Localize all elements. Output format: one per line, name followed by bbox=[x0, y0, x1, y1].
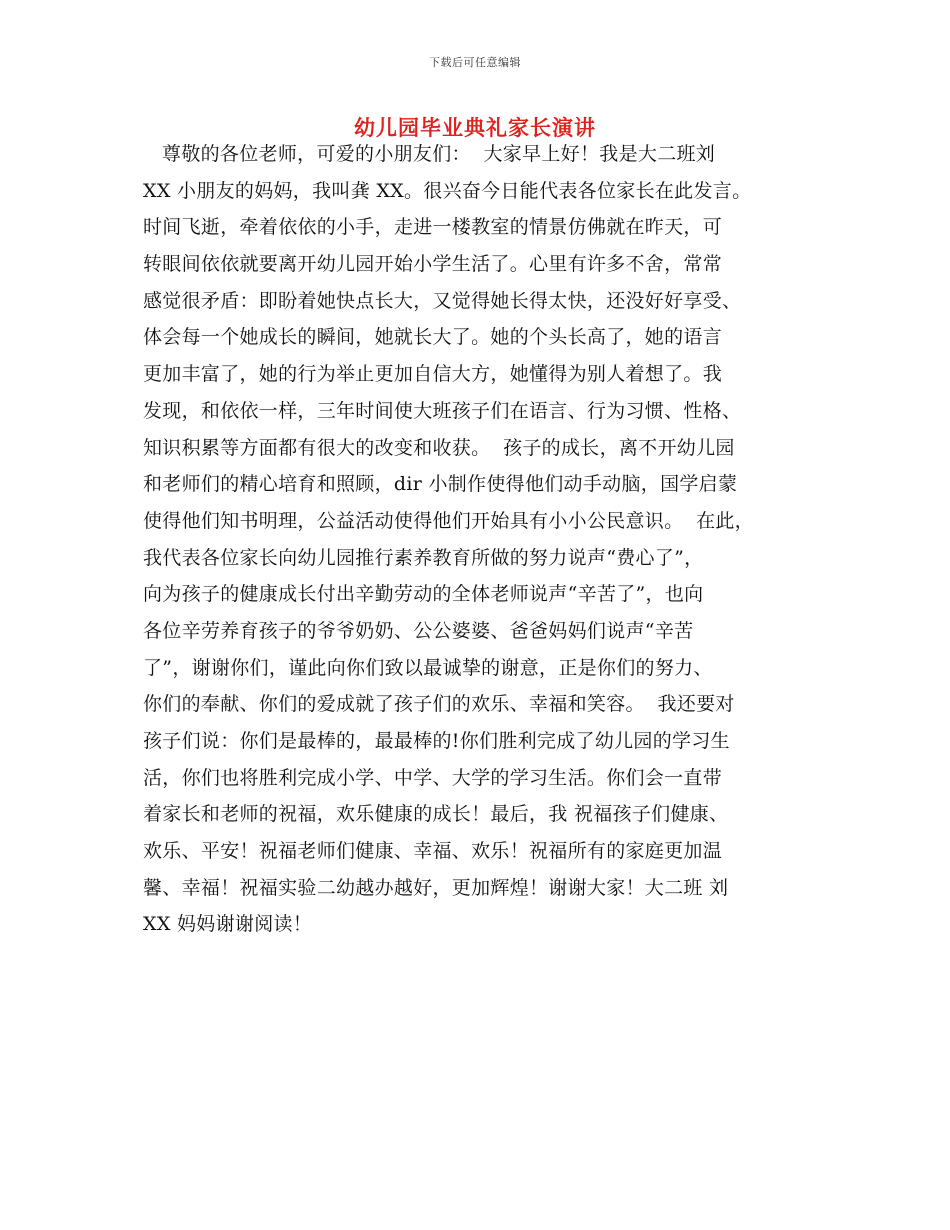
document-title: 幼儿园毕业典礼家长演讲 bbox=[354, 115, 596, 140]
body-line: 尊敬的各位老师，可爱的小朋友们： 大家早上好！我是大二班刘 bbox=[143, 143, 716, 165]
body-line: 欢乐、平安！祝福老师们健康、幸福、欢乐！祝福所有的家庭更加温 bbox=[143, 840, 723, 863]
body-line: 更加丰富了，她的行为举止更加自信大方，她懂得为别人着想了。我 bbox=[143, 363, 723, 386]
body-line: XX 妈妈谢谢阅读！ bbox=[143, 913, 313, 936]
body-line: 发现，和依依一样，三年时间使大班孩子们在语言、行为习惯、性格、 bbox=[143, 399, 742, 422]
body-line: 你们的奉献、你们的爱成就了孩子们的欢乐、幸福和笑容。 我还要对 bbox=[143, 693, 735, 716]
body-line: 各位辛劳养育孩子的爷爷奶奶、公公婆婆、爸爸妈妈们说声“辛苦 bbox=[143, 619, 694, 642]
body-line: 向为孩子的健康成长付出辛勤劳动的全体老师说声“辛苦了”，也向 bbox=[143, 583, 704, 606]
body-line: 孩子们说：你们是最棒的，最最棒的!你们胜利完成了幼儿园的学习生 bbox=[143, 730, 730, 752]
body-line: 和老师们的精心培育和照顾，dir 小制作使得他们动手动脑，国学启蒙 bbox=[143, 473, 738, 496]
body-line: 着家长和老师的祝福，欢乐健康的成长！最后，我 祝福孩子们健康、 bbox=[143, 803, 729, 826]
body-line: 时间飞逝，牵着依依的小手，走进一楼教室的情景仿佛就在昨天，可 bbox=[143, 216, 723, 239]
body-line: 知识积累等方面都有很大的改变和收获。 孩子的成长，离不开幼儿园 bbox=[143, 436, 735, 459]
body-line: 感觉很矛盾：即盼着她快点长大，又觉得她长得太快，还没好好享受、 bbox=[143, 289, 742, 312]
body-line: 体会每一个她成长的瞬间，她就长大了。她的个头长高了，她的语言 bbox=[143, 326, 723, 349]
body-line: 我代表各位家长向幼儿园推行素养教育所做的努力说声“费心了”， bbox=[143, 546, 704, 569]
body-line: 了”，谢谢你们，谨此向你们致以最诚挚的谢意，正是你们的努力、 bbox=[143, 656, 713, 679]
body-line: 活，你们也将胜利完成小学、中学、大学的学习生活。你们会一直带 bbox=[143, 766, 723, 789]
body-line: XX 小朋友的妈妈，我叫龚 XX。很兴奋今日能代表各位家长在此发言。 bbox=[143, 179, 752, 202]
body-line: 转眼间依依就要离开幼儿园开始小学生活了。心里有许多不舍，常常 bbox=[143, 253, 723, 276]
header-note: 下载后可任意编辑 bbox=[429, 56, 521, 69]
body-line: 使得他们知书明理，公益活动使得他们开始具有小小公民意识。 在此， bbox=[143, 509, 754, 532]
document-body bbox=[143, 136, 823, 943]
body-line: 馨、幸福！祝福实验二幼越办越好，更加辉煌！谢谢大家！大二班 刘 bbox=[143, 876, 729, 899]
